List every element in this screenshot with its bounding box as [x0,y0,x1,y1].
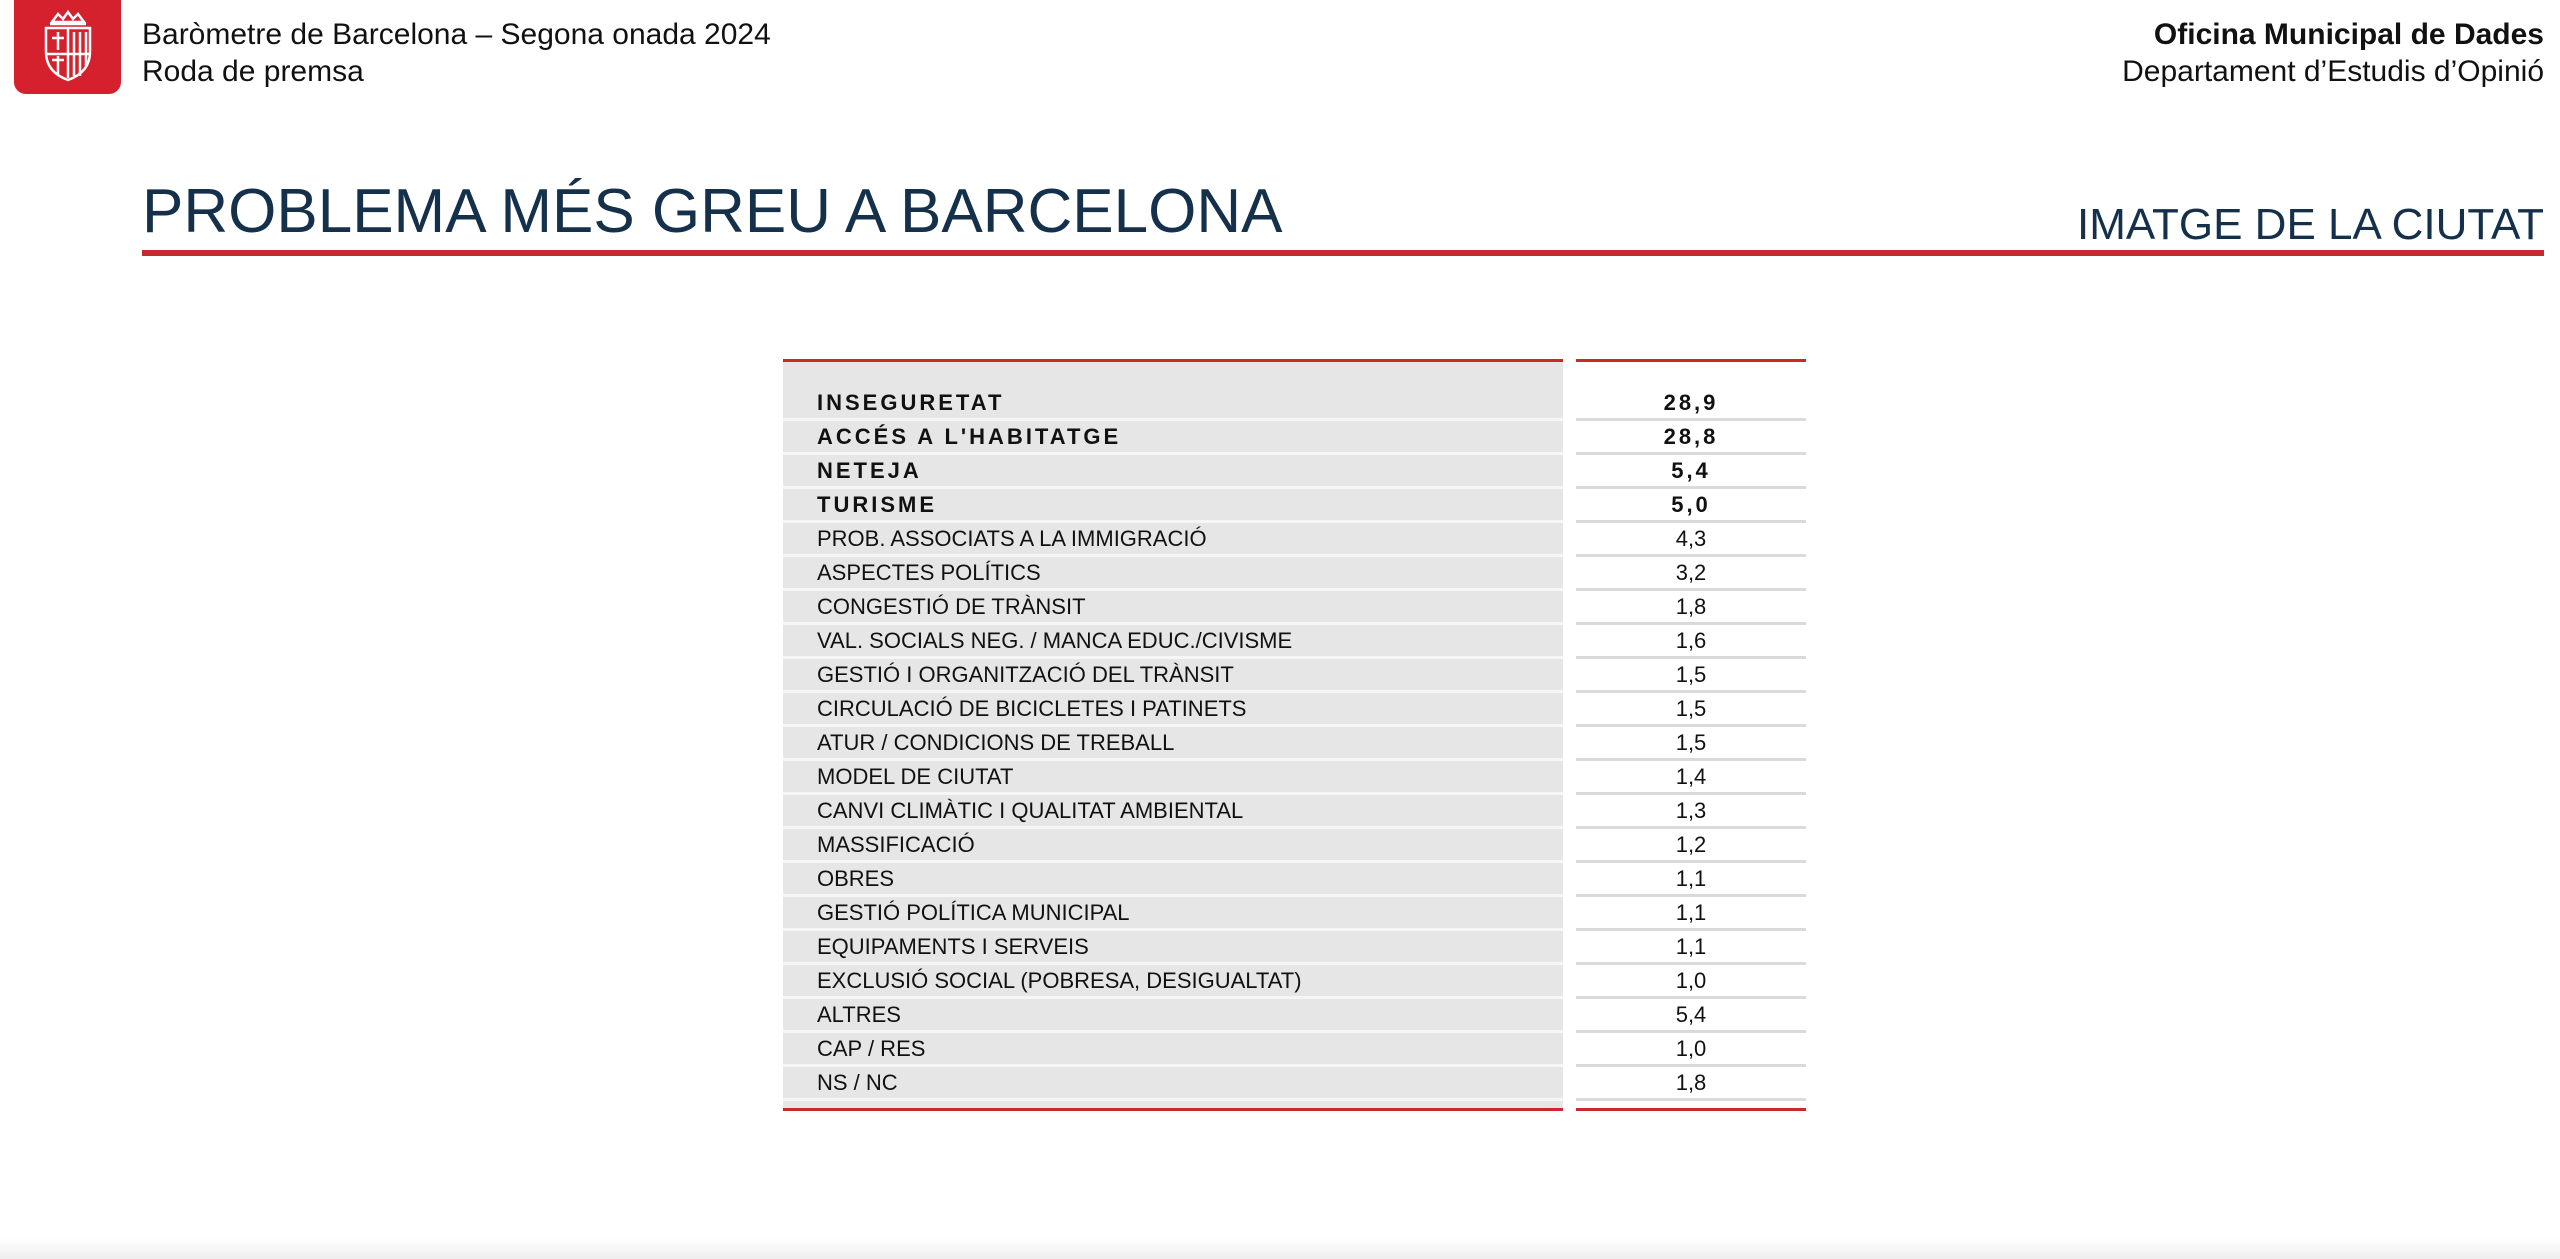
barcelona-coat-of-arms-logo [14,0,121,94]
table-row [783,557,1806,591]
problem-percentage: 5,4 [1576,455,1806,489]
problem-percentage: 5,4 [1576,999,1806,1033]
problem-label: CIRCULACIÓ DE BICICLETES I PATINETS [783,693,1563,727]
table-bottom-border [783,1101,1806,1111]
table-row [783,455,1806,489]
table-row [783,659,1806,693]
problem-label: CANVI CLIMÀTIC I QUALITAT AMBIENTAL [783,795,1563,829]
problem-label: ATUR / CONDICIONS DE TREBALL [783,727,1563,761]
problems-table [783,359,1806,1111]
bottom-shadow [0,1237,2560,1259]
problem-percentage: 1,4 [1576,761,1806,795]
table-row [783,795,1806,829]
table-row [783,727,1806,761]
problem-label: INSEGURETAT [783,387,1563,421]
table-row [783,1033,1806,1067]
table-row [783,761,1806,795]
organization-name: Oficina Municipal de Dades [2153,18,2544,51]
title-divider [142,250,2544,256]
section-label: IMATGE DE LA CIUTAT [2077,200,2544,249]
publication-title: Baròmetre de Barcelona – Segona onada 2024 [142,18,771,51]
problem-label: TURISME [783,489,1563,523]
problem-label: EQUIPAMENTS I SERVEIS [783,931,1563,965]
table-row [783,693,1806,727]
table-row [783,829,1806,863]
table-top-border [783,359,1806,387]
problem-label: GESTIÓ POLÍTICA MUNICIPAL [783,897,1563,931]
problem-percentage: 1,5 [1576,693,1806,727]
problem-label: NS / NC [783,1067,1563,1101]
problem-label: MODEL DE CIUTAT [783,761,1563,795]
problem-percentage: 4,3 [1576,523,1806,557]
problem-label: MASSIFICACIÓ [783,829,1563,863]
problem-percentage: 1,2 [1576,829,1806,863]
problem-percentage: 1,5 [1576,727,1806,761]
table-row [783,1067,1806,1101]
table-row [783,965,1806,999]
problem-label: CAP / RES [783,1033,1563,1067]
problem-label: EXCLUSIÓ SOCIAL (POBRESA, DESIGUALTAT) [783,965,1563,999]
problem-label: ALTRES [783,999,1563,1033]
problem-percentage: 28,9 [1576,387,1806,421]
table-row [783,489,1806,523]
table-row [783,931,1806,965]
table-row [783,421,1806,455]
table-row [783,863,1806,897]
problem-label: ASPECTES POLÍTICS [783,557,1563,591]
table-row [783,999,1806,1033]
problem-label: GESTIÓ I ORGANITZACIÓ DEL TRÀNSIT [783,659,1563,693]
problem-percentage: 5,0 [1576,489,1806,523]
problem-percentage: 1,0 [1576,965,1806,999]
problem-label: CONGESTIÓ DE TRÀNSIT [783,591,1563,625]
problem-label: OBRES [783,863,1563,897]
event-label: Roda de premsa [142,55,364,88]
coat-of-arms-icon [36,10,100,84]
problem-label: PROB. ASSOCIATS A LA IMMIGRACIÓ [783,523,1563,557]
table-row [783,523,1806,557]
department-name: Departament d’Estudis d’Opinió [2122,55,2544,88]
problem-label: ACCÉS A L'HABITATGE [783,421,1563,455]
table-body [783,387,1806,1101]
problem-percentage: 28,8 [1576,421,1806,455]
problem-percentage: 3,2 [1576,557,1806,591]
table-row [783,591,1806,625]
header-left [142,16,771,90]
problem-percentage: 1,3 [1576,795,1806,829]
table-row [783,897,1806,931]
problem-percentage: 1,5 [1576,659,1806,693]
header-right [2122,16,2544,90]
problem-percentage: 1,0 [1576,1033,1806,1067]
problem-percentage: 1,1 [1576,863,1806,897]
table-row [783,625,1806,659]
page-title: PROBLEMA MÉS GREU A BARCELONA [142,177,1283,246]
problem-percentage: 1,8 [1576,591,1806,625]
problem-percentage: 1,8 [1576,1067,1806,1101]
problem-percentage: 1,1 [1576,931,1806,965]
problem-percentage: 1,1 [1576,897,1806,931]
problem-label: NETEJA [783,455,1563,489]
problem-percentage: 1,6 [1576,625,1806,659]
table-row [783,387,1806,421]
problem-label: VAL. SOCIALS NEG. / MANCA EDUC./CIVISME [783,625,1563,659]
